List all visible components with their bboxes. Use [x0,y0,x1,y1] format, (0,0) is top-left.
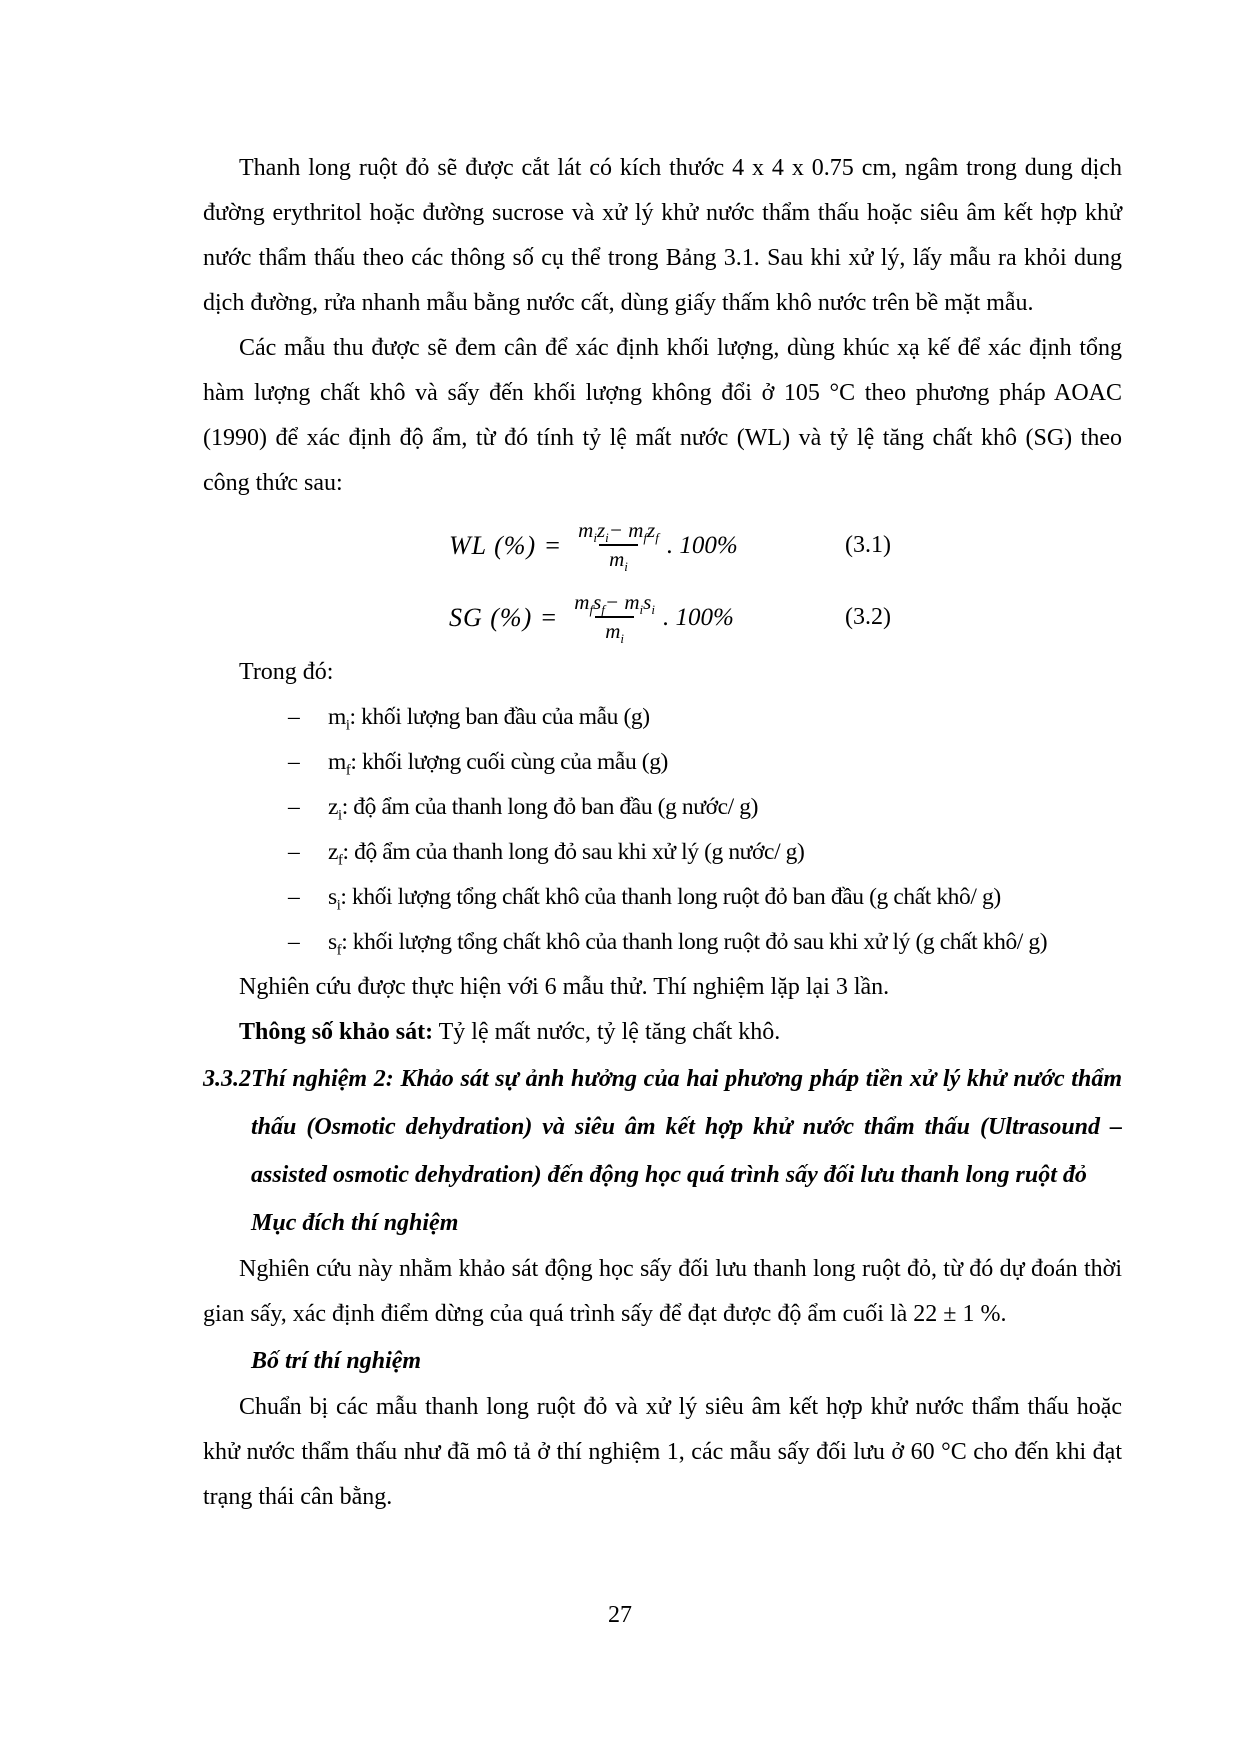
paragraph-sample-preparation: Thanh long ruột đỏ sẽ được cắt lát có kích thước 4 x 4 x 0.75 cm, ngâm trong dung dịch đường erythritol hoặc đường sucrose và xử lý khử nước thẩm thấu hoặc siêu âm kết hợp khử nước thẩm thấu theo các thông số cụ thể trong Bảng 3.1. Sau khi xử lý, lấy mẫu ra khỏi dung dịch đường, rửa nhanh mẫu bằng nước cất, dùng giấy thấm khô nước trên bề mặt mẫu. [203,155,1122,316]
paragraph-experiment-setup: Chuẩn bị các mẫu thanh long ruột đỏ và xử lý siêu âm kết hợp khử nước thẩm thấu hoặc khử nước thẩm thấu như đã mô tả ở thí nghiệm 1, các mẫu sấy đối lưu ở 60 °C cho đến khi đạt trạng thái cân bằng. [203,1394,1122,1510]
subheading-experiment-purpose: Mục đích thí nghiệm [251,1210,459,1236]
where-label: Trong đó: [239,659,334,685]
formula-water-loss [203,512,1122,578]
formula-solid-gain [203,584,1122,650]
dash-bullet-icon: – [288,794,300,820]
page-number: 27 [608,1602,632,1628]
dash-bullet-icon: – [288,884,300,910]
variable-definition-list [203,695,1122,965]
section-number: 3.3.2 [203,1066,251,1092]
survey-parameters-line [203,1010,1122,1055]
dash-bullet-icon: – [288,704,300,730]
equation-number-3-1: (3.1) [845,531,891,558]
subheading-experiment-setup: Bố trí thí nghiệm [251,1348,422,1374]
paragraph-experiment-purpose: Nghiên cứu này nhằm khảo sát động học sấy đối lưu thanh long ruột đỏ, từ đó dự đoán thời gian sấy, xác định điểm dừng của quá trình sấy để đạt được độ ẩm cuối là 22 ± 1 %. [203,1256,1122,1327]
formula-wl-lhs: WL (%) = [449,530,563,560]
paragraph-measurement-method: Các mẫu thu được sẽ đem cân để xác định khối lượng, dùng khúc xạ kế để xác định tổng hàm lượng chất khô và sấy đến khối lượng không đổi ở 105 °C theo phương pháp AOAC (1990) để xác định độ ẩm, từ đó tính tỷ lệ mất nước (WL) và tỷ lệ tăng chất khô (SG) theo công thức sau: [203,335,1122,496]
formula-wl-multiplier: . 100% [666,531,738,559]
formula-wl-fraction [574,517,663,575]
formula-sg-multiplier: . 100% [662,603,734,631]
formula-wl-numerator: $m_iz_i- m_fz_f$ [578,517,659,545]
list-item: – $m_f$: khối lượng cuối cùng của mẫu (g) [288,740,1122,785]
equation-number-3-2: (3.2) [845,603,891,630]
formula-sg-lhs: SG (%) = [449,602,559,632]
formula-wl-denominator: $m_i$ [599,544,638,572]
replication-note: Nghiên cứu được thực hiện với 6 mẫu thử. Thí nghiệm lặp lại 3 lần. [239,974,890,1000]
list-item: – $m_i$: khối lượng ban đầu của mẫu (g) [288,695,1122,740]
formula-sg-expression [449,589,734,647]
dash-bullet-icon: – [288,749,300,775]
list-item: – $z_f$: độ ẩm của thanh long đỏ sau khi xử lý (g nước/ g) [288,830,1122,875]
list-item: – $s_i$: khối lượng tổng chất khô của thanh long ruột đỏ ban đầu (g chất khô/ g) [288,875,1122,920]
formula-sg-fraction [570,589,659,647]
formula-wl-expression [449,517,738,575]
formula-sg-numerator: $m_fs_f- m_is_i$ [574,589,655,617]
section-title: Thí nghiệm 2: Khảo sát sự ảnh hưởng của hai phương pháp tiền xử lý khử nước thẩm thấu (Osmotic dehydration) và siêu âm kết hợp khử nước thẩm thấu (Ultrasound – assisted osmotic dehydration) đến động học quá trình sấy đối lưu thanh long ruột đỏ [251,1066,1122,1188]
dash-bullet-icon: – [288,839,300,865]
section-heading-3-3-2 [203,1055,1122,1199]
list-item: – $z_i$: độ ẩm của thanh long đỏ ban đầu (g nước/ g) [288,785,1122,830]
dash-bullet-icon: – [288,929,300,955]
survey-parameters-label: Thông số khảo sát: [239,1019,434,1045]
survey-parameters-value: Tỷ lệ mất nước, tỷ lệ tăng chất khô. [433,1019,781,1045]
formula-sg-denominator: $m_i$ [595,616,634,644]
list-item: – $s_f$: khối lượng tổng chất khô của thanh long ruột đỏ sau khi xử lý (g chất khô/ g) [288,920,1122,965]
